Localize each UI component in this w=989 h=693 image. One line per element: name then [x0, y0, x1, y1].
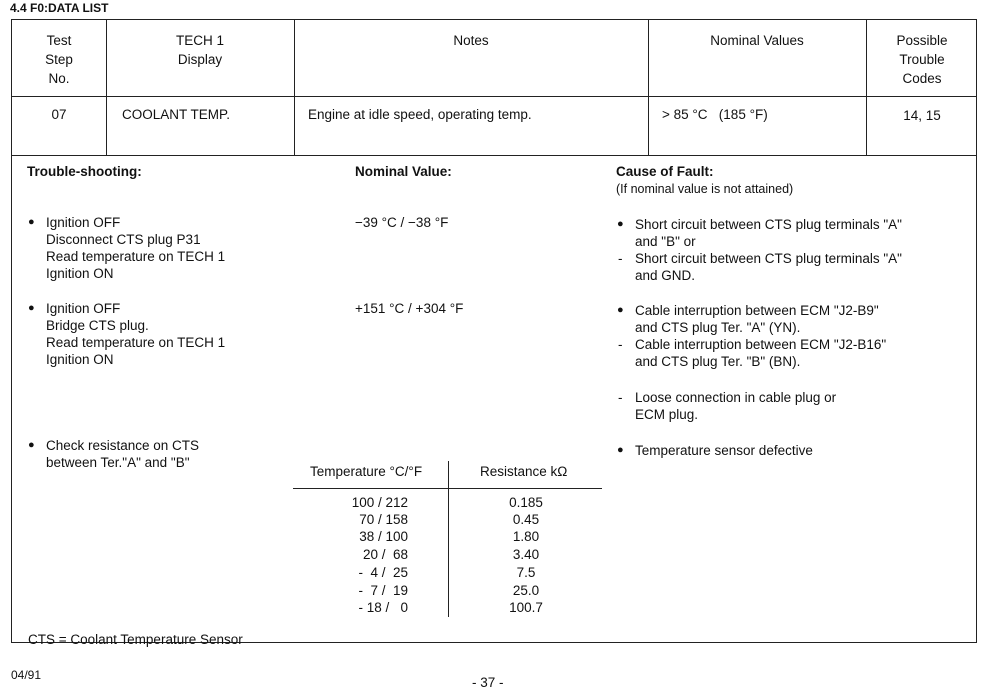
resistance-table-divider — [448, 461, 449, 617]
temperature-cell: - 18 / 0 — [358, 600, 408, 615]
resistance-cell: 1.80 — [512, 529, 540, 544]
resistance-cell: 0.45 — [512, 512, 540, 527]
temperature-cell: 100 / 212 — [351, 495, 408, 510]
cause-line: Loose connection in cable plug or — [635, 390, 837, 405]
resistance-cell: 25.0 — [512, 583, 540, 598]
row-nominal: > 85 °C (185 °F) — [662, 107, 768, 122]
nominal-value-bridged: +151 °C / +304 °F — [355, 301, 464, 316]
row-codes: 14, 15 — [903, 108, 941, 123]
temperature-cell: 20 / 68 — [359, 547, 408, 562]
bullet-icon: ● — [28, 302, 35, 314]
footnote: CTS = Coolant Temperature Sensor — [28, 632, 243, 647]
cause-line: Cable interruption between ECM "J2-B9" — [635, 303, 879, 318]
footer-date: 04/91 — [11, 668, 42, 682]
nominal-value-title: Nominal Value: — [355, 164, 452, 179]
cause-line: Short circuit between CTS plug terminals "A" — [635, 251, 902, 266]
header-nominal-values: Nominal Values — [710, 33, 804, 48]
troubleshooting-step: Ignition OFF — [46, 301, 121, 316]
troubleshooting-step: Read temperature on TECH 1 — [46, 249, 226, 264]
temperature-cell: - 7 / 19 — [354, 583, 408, 598]
troubleshooting-step: Ignition ON — [46, 266, 114, 281]
resistance-cell: 0.185 — [509, 495, 543, 510]
resistance-cell: 7.5 — [516, 565, 536, 580]
troubleshooting-step: Ignition ON — [46, 352, 114, 367]
cause-of-fault-subtitle: (If nominal value is not attained) — [616, 182, 794, 196]
bullet-icon: ● — [28, 439, 35, 451]
row-step-no: 07 — [51, 107, 67, 122]
cause-of-fault-title: Cause of Fault: — [616, 164, 714, 179]
troubleshooting-step: Ignition OFF — [46, 215, 121, 230]
section-heading: 4.4 F0:DATA LIST — [10, 1, 109, 15]
row-notes: Engine at idle speed, operating temp. — [308, 107, 532, 122]
troubleshooting-step: Read temperature on TECH 1 — [46, 335, 226, 350]
troubleshooting-title: Trouble-shooting: — [27, 164, 142, 179]
header-step: Test Step No. — [45, 33, 73, 86]
resistance-cell: 3.40 — [512, 547, 540, 562]
temperature-cell: - 4 / 25 — [354, 565, 408, 580]
cause-line: and "B" or — [635, 234, 696, 249]
cause-line: and CTS plug Ter. "A" (YN). — [635, 320, 801, 335]
data-list-table — [11, 19, 977, 156]
bullet-icon: ● — [28, 216, 35, 228]
cause-line: ECM plug. — [635, 407, 699, 422]
nominal-value-cold: −39 °C / −38 °F — [355, 215, 449, 230]
troubleshooting-step: between Ter."A" and "B" — [46, 455, 190, 470]
page-number: - 37 - — [472, 675, 504, 690]
troubleshooting-step: Check resistance on CTS — [46, 438, 200, 453]
header-notes: Notes — [453, 33, 489, 48]
bullet-icon: ● — [617, 218, 624, 230]
header-trouble-codes: Possible Trouble Codes — [896, 33, 948, 86]
dash-marker: - — [618, 251, 623, 266]
troubleshooting-step: Disconnect CTS plug P31 — [46, 232, 201, 247]
row-display: COOLANT TEMP. — [122, 107, 231, 122]
cause-line: Cable interruption between ECM "J2-B16" — [635, 337, 887, 352]
dash-marker: - — [618, 337, 623, 352]
bullet-icon: ● — [617, 304, 624, 316]
resistance-cell: 100.7 — [509, 600, 543, 615]
temperature-cell: 38 / 100 — [355, 529, 408, 544]
cause-line: Short circuit between CTS plug terminals "A" — [635, 217, 902, 232]
header-tech1-display: TECH 1 Display — [175, 33, 224, 67]
cause-line: Temperature sensor defective — [635, 443, 813, 458]
bullet-icon: ● — [617, 444, 624, 456]
dash-marker: - — [618, 390, 623, 405]
cause-line: and GND. — [635, 268, 696, 283]
resistance-table-header-temperature: Temperature °C/°F — [310, 464, 423, 479]
troubleshooting-step: Bridge CTS plug. — [46, 318, 149, 333]
temperature-cell: 70 / 158 — [355, 512, 408, 527]
cause-line: and CTS plug Ter. "B" (BN). — [635, 354, 801, 369]
resistance-table-header-resistance: Resistance kΩ — [480, 464, 568, 479]
